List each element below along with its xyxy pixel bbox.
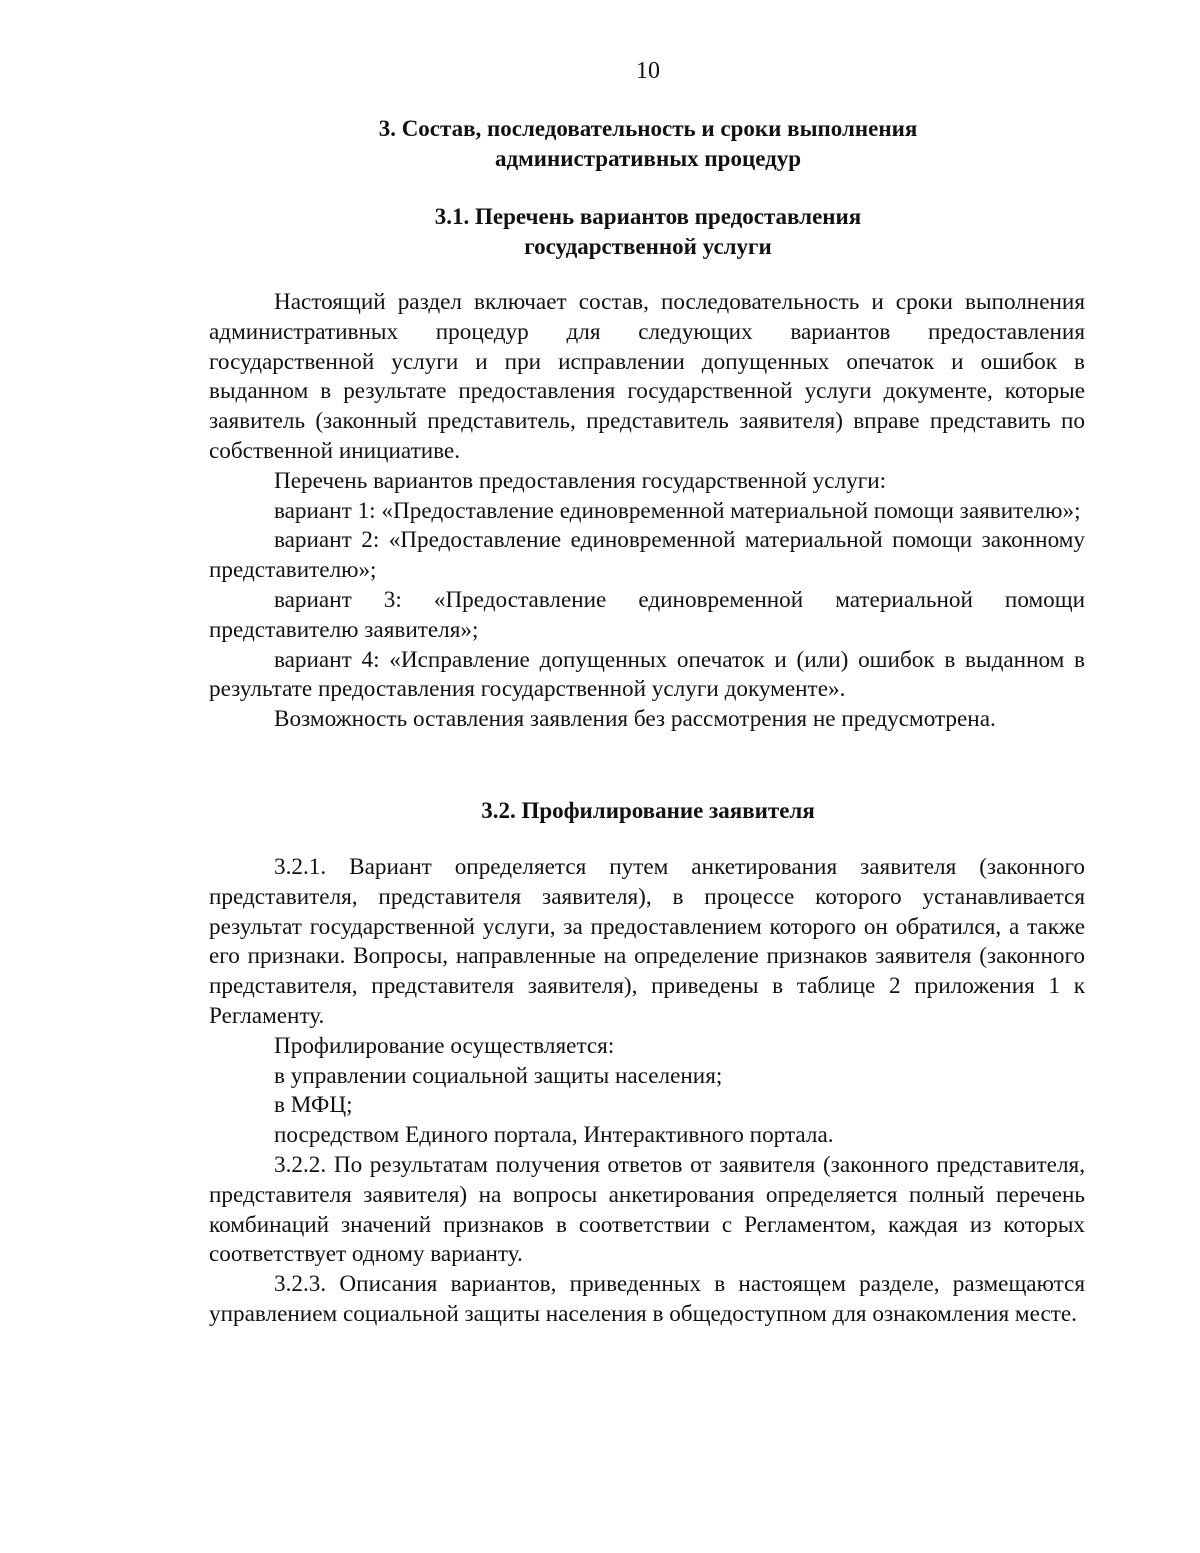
list-item: в МФЦ;: [274, 1092, 353, 1119]
section-3-1-heading-line-1: 3.1. Перечень вариантов предоставления: [434, 204, 862, 229]
section-3-heading: [0, 114, 1200, 174]
section-3-2-body: [209, 853, 1085, 1330]
section-3-heading-line-1: 3. Состав, последовательность и сроки выполнения: [378, 116, 918, 141]
section-3-1-body: [209, 288, 1085, 735]
paragraph: Настоящий раздел включает состав, последовательность и сроки выполнения административных процедур для следующих вариантов предоставления государственной услуги и при исправлении допущенных опечаток и ошибок в выданном в результате предоставления государственной услуги документе, которые заявитель (законный представитель, представитель заявителя) вправе представить по собственной инициативе.: [209, 289, 1085, 464]
paragraph: 3.2.3. Описания вариантов, приведенных в настоящем разделе, размещаются управлением социальной защиты населения в общедоступном для ознакомления месте.: [209, 1271, 1085, 1327]
section-3-2-heading: [0, 796, 1200, 826]
page-number: 10: [636, 58, 660, 84]
paragraph: 3.2.2. По результатам получения ответов от заявителя (законного представителя, представителя заявителя) на вопросы анкетирования определяется полный перечень комбинаций значений признаков в соответствии с Регламентом, каждая из которых соответствует одному варианту.: [209, 1151, 1085, 1268]
paragraph: Возможность оставления заявления без рассмотрения не предусмотрена.: [274, 706, 996, 733]
list-item: вариант 4: «Исправление допущенных опечаток и (или) ошибок в выданном в результате предоставления государственной услуги документе».: [209, 646, 1085, 703]
list-item: в управлении социальной защиты населения;: [274, 1062, 723, 1089]
paragraph: Профилирование осуществляется:: [274, 1032, 615, 1059]
paragraph: 3.2.1. Вариант определяется путем анкетирования заявителя (законного представителя, представителя заявителя), в процессе которого устанавливается результат государственной услуги, за предоставлением которого он обратился, а также его признаки. Вопросы, направленные на определение признаков заявителя (законного представителя, представителя заявителя), приведены в таблице 2 приложения 1 к Регламенту.: [209, 854, 1085, 1029]
list-item: посредством Единого портала, Интерактивного портала.: [274, 1122, 834, 1149]
list-item: вариант 2: «Предоставление единовременной материальной помощи законному представителю»;: [209, 527, 1085, 584]
section-3-1-heading: [0, 202, 1200, 262]
paragraph: Перечень вариантов предоставления государственной услуги:: [274, 467, 887, 494]
list-item: вариант 1: «Предоставление единовременной материальной помощи заявителю»;: [274, 497, 1081, 524]
section-3-2-heading-line: 3.2. Профилирование заявителя: [481, 798, 815, 823]
section-3-1-heading-line-2: государственной услуги: [524, 234, 772, 259]
list-item: вариант 3: «Предоставление единовременной материальной помощи представителю заявителя»;: [209, 586, 1085, 643]
section-3-heading-line-2: административных процедур: [494, 146, 802, 171]
